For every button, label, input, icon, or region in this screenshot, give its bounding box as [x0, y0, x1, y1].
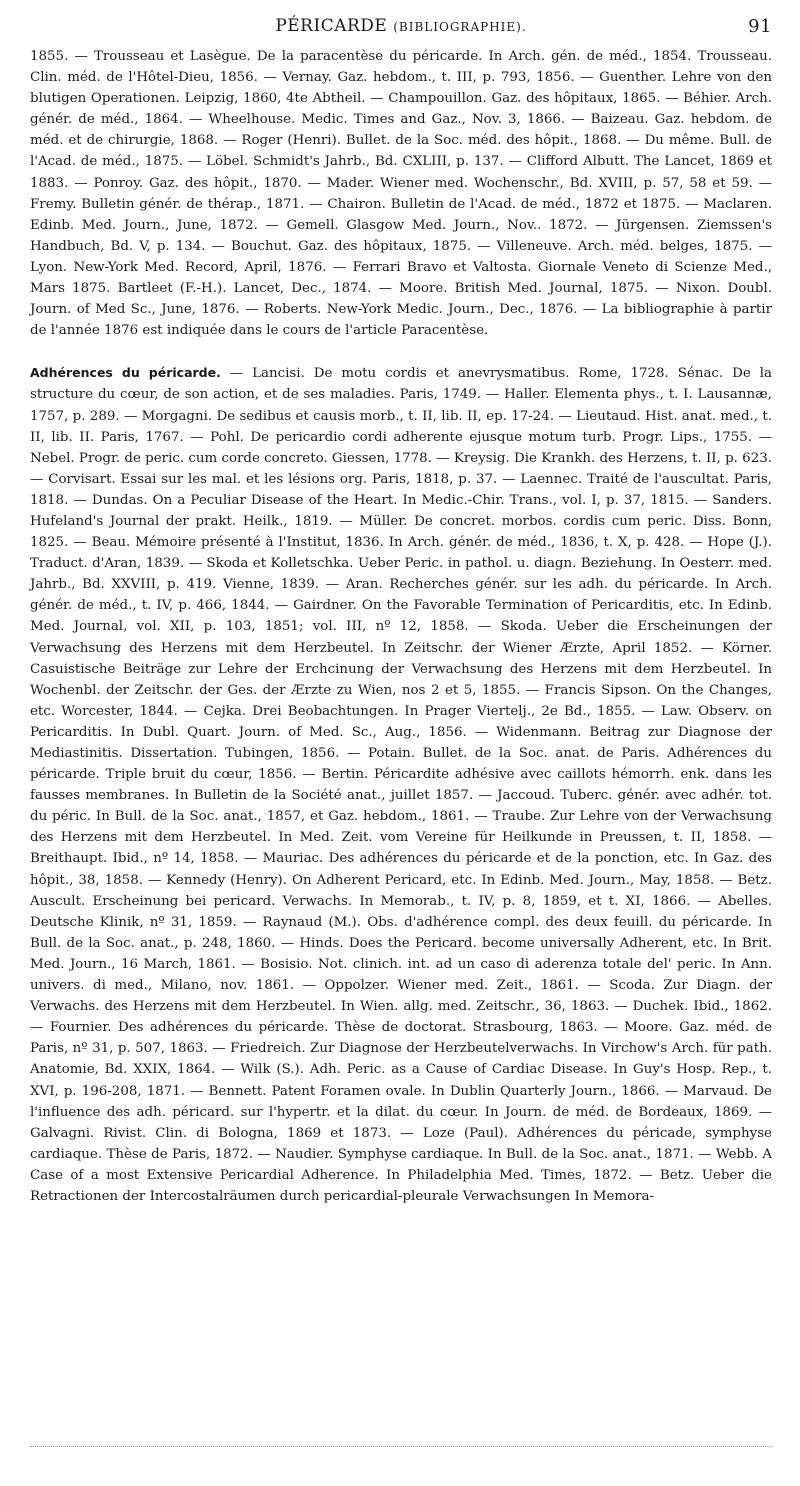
page-number: 91 [748, 16, 772, 37]
section-heading: Adhérences du péricarde. [30, 365, 221, 381]
bibliography-paragraph: 1855. — Trousseau et Lasègue. De la paracentèse du péricarde. In Arch. gén. de méd., 1854. Trousseau. Clin. méd. de l'Hôtel-Dieu, 1856. — Vernay. Gaz. hebdom., t. III, p. 793, 1856. — Guenther. Lehre von den blutigen Operationen. Leipzig, 1860, 4te Abtheil. — Champouillon. Gaz. des hôpitaux, 1865. — Béhier. Arch. génér. de méd., 1864. — Wheelhouse. Medic. Times and Gaz., Nov. 3, 1866. — Baizeau. Gaz. hebdom. de méd. et de chirurgie, 1868. — Roger (Henri). Bullet. de la Soc. méd. des hôpit., 1868. — Du même. Bull. de l'Acad. de méd., 1875. — Löbel. Schmidt's Jahrb., Bd. CXLIII, p. 137. — Clifford Albutt. The Lancet, 1869 et 1883. — Ponroy. Gaz. des hôpit., 1870. — Mader. Wiener med. Wochenschr., Bd. XVIII, p. 57, 58 et 59. — Fremy. Bulletin génér. de thérap., 1871. — Chairon. Bulletin de l'Acad. de méd., 1872 et 1875. — Maclaren. Edinb. Med. Journ., June, 1872. — Gemell. Glasgow Med. Journ., Nov.. 1872. — Jürgensen. Ziemssen's Handbuch, Bd. V, p. 134. — Bouchut. Gaz. des hôpitaux, 1875. — Villeneuve. Arch. méd. belges, 1875. — Lyon. New-York Med. Record, April, 1876. — Ferrari Bravo et Valtosta. Giornale Veneto di Scienze Med., Mars 1875. Bartleet (F.-H.). Lancet, Dec., 1874. — Moore. British Med. Journal, 1875. — Nixon. Doubl. Journ. of Med Sc., June, 1876. — Roberts. New-York Medic. Journ., Dec., 1876. — La bibliographie à partir de l'année 1876 est indiquée dans le cours de l'article Paracentèse. [30, 49, 772, 339]
footer-divider [30, 1446, 772, 1447]
section-text: — Lancisi. De motu cordis et anevrysmatibus. Rome, 1728. Sénac. De la structure du cœur, de son action, et de ses maladies. Paris, 1749. — Haller. Elementa phys., t. I. Lausannæ, 1757, p. 289. — Morgagni. De sedibus et causis morb., t. II, lib. II, ep. 17-24. — Lieutaud. Hist. anat. med., t. II, lib. II. Paris, 1767. — Pohl. De pericardio cordi adherente ejusque motum turb. Progr. Lips., 1755. — Nebel. Progr. de peric. cum corde concreto. Giessen, 1778. — Kreysig. Die Krankh. des Herzens, t. II, p. 623. — Corvisart. Essai sur les mal. et les lésions org. Paris, 1818, p. 37. — Laennec. Traité de l'auscultat. Paris, 1818. — Dundas. On a Peculiar Disease of the Heart. In Medic.-Chir. Trans., vol. I, p. 37, 1815. — Sanders. Hufeland's Journal der prakt. Heilk., 1819. — Müller. De concret. morbos. cordis cum peric. Diss. Bonn, 1825. — Beau. Mémoire présenté à l'Institut, 1836. In Arch. génér. de méd., 1836, t. X, p. 428. — Hope (J.). Traduct. d'Aran, 1839. — Skoda et Kolletschka. Ueber Peric. in pathol. u. diagn. Beziehung. In Oesterr. med. Jahrb., Bd. XXVIII, p. 419. Vienne, 1839. — Aran. Recherches génér. sur les adh. du péricarde. In Arch. génér. de méd., t. IV, p. 466, 1844. — Gairdner. On the Favorable Termination of Pericarditis, etc. In Edinb. Med. Journal, vol. XII, p. 103, 1851; vol. III, nº 12, 1858. — Skoda. Ueber die Erscheinungen der Verwachsung des Herzens mit dem Herzbeutel. In Zeitschr. der Wiener Ærzte, April 1852. — Körner. Casuistische Beiträge zur Lehre der Erchcinung der Verwachsung des Herzens mit dem Herzbeutel. In Wochenbl. der Zeitschr. der Ges. der Ærzte zu Wien, nos 2 et 5, 1855. — Francis Sipson. On the Changes, etc. Worcester, 1844. — Cejka. Drei Beobachtungen. In Prager Viertelj., 2e Bd., 1855. — Law. Observ. on Pericarditis. In Dubl. Quart. Journ. of Med. Sc., Aug., 1856. — Widenmann. Beitrag zur Diagnose der Mediastinitis. Dissertation. Tubingen, 1856. — Potain. Bullet. de la Soc. anat. de Paris. Adhérences du péricarde. Triple bruit du cœur, 1856. — Bertin. Péricardite adhésive avec caillots hémorrh. enk. dans les fausses membranes. In Bulletin de la Société anat., juillet 1857. — Jaccoud. Tuberc. génér. avec adhér. tot. du péric. In Bull. de la Soc. anat., 1857, et Gaz. hebdom., 1861. — Traube. Zur Lehre von der Verwachsung des Herzens mit dem Herzbeutel. In Med. Zeit. vom Vereine für Heilkunde in Preussen, t. II, 1858. — Breithaupt. Ibid., nº 14, 1858. — Mauriac. Des adhérences du péricarde et de la ponction, etc. In Gaz. des hôpit., 38, 1858. — Kennedy (Henry). On Adherent Pericard, etc. In Edinb. Med. Journ., May, 1858. — Betz. Auscult. Erscheinung bei pericard. Verwachs. In Memorab., t. IV, p. 8, 1859, et t. XI, 1866. — Abelles. Deutsche Klinik, nº 31, 1859. — Raynaud (M.). Obs. d'adhérence compl. des deux feuill. du péricarde. In Bull. de la Soc. anat., p. 248, 1860. — Hinds. Does the Pericard. become universally Adherent, etc. In Brit. Med. Journ., 16 March, 1861. — Bosisio. Not. clinich. int. ad un caso di aderenza totale del' peric. In Ann. univers. di med., Milano, nov. 1861. — Oppolzer. Wiener med. Zeit., 1861. — Scoda. Zur Diagn. der Verwachs. des Herzens mit dem Herzbeutel. In Wien. allg. med. Zeitschr., 36, 1863. — Duchek. Ibid., 1862. — Fournier. Des adhérences du péricarde. Thèse de doctorat. Strasbourg, 1863. — Moore. Gaz. méd. de Paris, nº 31, p. 507, 1863. — Friedreich. Zur Diagnose der Herzbeutelverwachs. In Virchow's Arch. für path. Anatomie, Bd. XXIX, 1864. — Wilk (S.). Adh. Peric. as a Cause of Cardiac Disease. In Guy's Hosp. Rep., t. XVI, p. 196-208, 1871. — Bennett. Patent Foramen ovale. In Dublin Quarterly Journ., 1866. — Marvaud. De l'influence des adh. péricard. sur l'hypertr. et la dilat. du cœur. In Journ. de méd. de Bordeaux, 1869. — Galvagni. Rivist. Clin. di Bologna, 1869 et 1873. — Loze (Paul). Adhérences du péricade, symphyse cardiaque. Thèse de Paris, 1872. — Naudier. Symphyse cardiaque. In Bull. de la Soc. anat., 1871. — Webb. A Case of a most Extensive Pericardial Adherence. In Philadelphia Med. Times, 1872. — Betz. Ueber die Retractionen der Intercostalräumen durch pericardial-pleurale Verwachsungen In Memora- [30, 366, 772, 1204]
adherences-section [30, 362, 772, 1207]
header-title: PÉRICARDE [275, 16, 388, 36]
page-title [275, 16, 526, 36]
header-subtitle: (BIBLIOGRAPHIE). [393, 20, 527, 34]
section-spacer [30, 341, 772, 362]
running-header [30, 16, 772, 46]
